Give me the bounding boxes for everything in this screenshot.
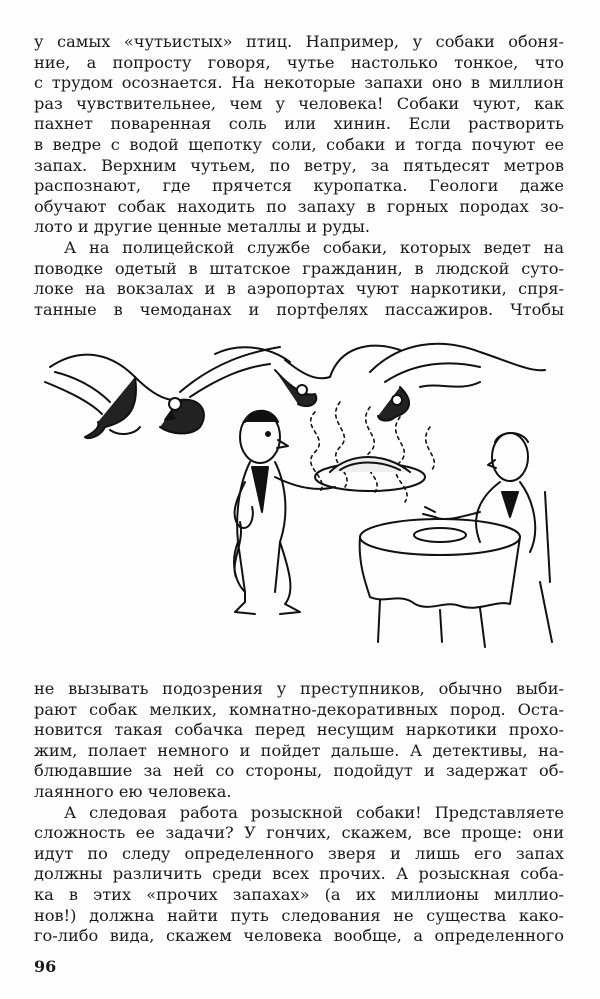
text-line: танные в чемоданах и портфелях пассажиров. Чтобы — [34, 299, 564, 319]
table-icon — [360, 519, 520, 647]
text-line: лото и другие ценные металлы и руды. — [34, 217, 371, 237]
text-line: рают собак мелких, комнатно-декоративных пород. Оста- — [34, 699, 564, 719]
vulture-right-icon — [370, 344, 545, 421]
waiter-vultures-illustration — [40, 342, 560, 662]
text-line: локе на вокзалах и в аэропортах чуют наркотики, спря- — [34, 279, 564, 299]
text-line: ка в этих «прочих запахах» (а их миллионы миллио- — [34, 884, 564, 904]
text-line: поводке одетый в штатское гражданин, в людской суто- — [34, 258, 564, 278]
text-block-bottom — [34, 679, 564, 947]
text-line: у самых «чутьистых» птиц. Например, у собаки обоня- — [34, 32, 564, 51]
text-line: с трудом осознается. На некоторые запахи оно в миллион — [34, 73, 564, 93]
text-line: идут по следу определенного зверя и лишь его запах — [34, 843, 564, 863]
text-line: новится такая собачка перед несущим наркотики прохо- — [34, 720, 564, 740]
diner-figure-icon — [423, 433, 552, 642]
text-line: не вызывать подозрения у преступников, обычно выби- — [34, 679, 564, 698]
text-line: жим, полает немного и пойдет дальше. А детективы, на- — [34, 740, 564, 760]
platter-icon — [315, 457, 425, 491]
text-line: сложность ее задачи? У гончих, скажем, все проще: они — [34, 823, 564, 843]
text-line: ние, а попросту говоря, чутье настолько тонкое, что — [34, 52, 564, 72]
vulture-left-icon — [45, 347, 280, 438]
text-line: раз чувствительнее, чем у человека! Собаки чуют, как — [34, 93, 564, 113]
text-line: запах. Верхним чутьем, по ветру, за пятьдесят метров — [34, 155, 564, 175]
text-line: го-либо вида, скажем человека вообще, а определенного — [34, 926, 564, 946]
vulture-center-icon — [215, 346, 400, 406]
text-block-top — [34, 32, 564, 320]
text-line: распознают, где прячется куропатка. Геологи даже — [34, 176, 564, 196]
text-line: А на полицейской службе собаки, которых ведет на — [64, 237, 564, 257]
text-line: блюдавшие за ней со стороны, подойдут и задержат об- — [34, 761, 564, 781]
text-line: в ведре с водой щепотку соли, собаки и тогда почуют ее — [34, 134, 564, 154]
text-line: пахнет поваренная соль или хинин. Если растворить — [34, 114, 564, 134]
text-line: должны различить среди всех прочих. А розыскная соба- — [34, 864, 564, 884]
text-line: обучают собак находить по запаху в горных породах зо- — [34, 196, 564, 216]
text-line: А следовая работа розыскной собаки! Представляете — [64, 802, 564, 822]
text-line: лаянного ею человека. — [34, 781, 232, 801]
page-number: 96 — [34, 957, 57, 976]
waiter-figure-icon — [234, 411, 335, 614]
text-line: нов!) должна найти путь следования не существа како- — [34, 905, 564, 925]
